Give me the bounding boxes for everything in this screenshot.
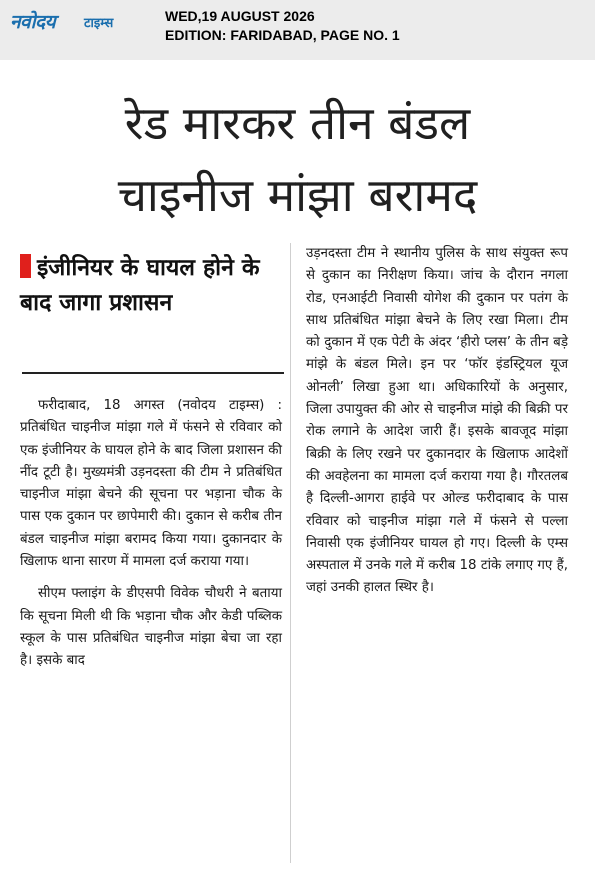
date-line: WED,19 AUGUST 2026 bbox=[165, 8, 315, 24]
subheadline-divider bbox=[22, 372, 284, 374]
column-divider bbox=[290, 243, 291, 863]
red-bullet-icon bbox=[20, 254, 31, 278]
edition-line: EDITION: FARIDABAD, PAGE NO. 1 bbox=[165, 27, 400, 43]
logo-sub-text: टाइम्स bbox=[84, 16, 114, 31]
subheadline-text: इंजीनियर के घायल होने के बाद जागा प्रशासन bbox=[20, 255, 260, 316]
masthead-bar bbox=[0, 0, 595, 60]
article-right-column bbox=[306, 243, 568, 600]
headline-line-2: चाइनीज मांझा बरामद bbox=[117, 168, 478, 222]
article-paragraph-3: उड़नदस्ता टीम ने स्थानीय पुलिस के साथ संयुक्त रूप से दुकान का निरीक्षण किया। जांच के दौरान नगला रोड, एनआईटी निवासी योगेश की दुकान पर पतंग के साथ प्रतिबंधित मांझा बेचने के लिए रखा मिला। टीम को दुकान में एक पेटी के अंदर ‘हीरो प्लस’ के तीन बड़े मांझे के बंडल मिले। इन पर ‘फॉर इंडस्ट्रियल यूज ओनली’ लिखा हुआ था। अधिकारियों के अनुसार, जिला उपायुक्त की ओर से चाइनीज मांझे की बिक्री पर रोक लगाने के आदेश जारी हैं। इसके बावजूद मांझा बिक्री के लिए रखने पर दुकानदार के खिलाफ आदेशों की अवहेलना का मामला दर्ज कराया गया है। गौरतलब है दिल्ली-आगरा हाईवे पर ओल्ड फरीदाबाद के पास रविवार को चाइनीज मांझा गले में फंसने से पल्ला निवासी एक इंजीनियर घायल हो गए। दिल्ली के एम्स अस्पताल में उनके गले में करीब 18 टांके लगाए गए हैं, जहां उनकी हालत स्थिर है। bbox=[306, 246, 568, 596]
article-paragraph-2: सीएम फ्लाइंग के डीएसपी विवेक चौधरी ने बताया कि सूचना मिली थी कि भड़ाना चौक और केडी पब्लिक स्कूल के पास प्रतिबंधित चाइनीज मांझा बेचा जा रहा है। इसके बाद bbox=[20, 586, 282, 669]
article-paragraph-1: फरीदाबाद, 18 अगस्त (नवोदय टाइम्स) : प्रतिबंधित चाइनीज मांझा गले में फंसने से रविवार को एक इंजीनियर के घायल होने के बाद जिला प्रशासन की नींद टूटी है। मुख्यमंत्री उड़नदस्ता की टीम ने प्रतिबंधित चाइनीज मांझा बेचने की सूचना पर भड़ाना चौक के पास एक दुकान पर छापेमारी की। दुकान से करीब तीन बंडल चाइनीज मांझा बरामद किया गया। दुकानदार के खिलाफ थाना सारण में मामला दर्ज कराया गया। bbox=[20, 398, 282, 570]
article-left-column bbox=[20, 395, 282, 673]
headline-line-1: रेड मारकर तीन बंडल bbox=[124, 96, 471, 150]
logo-main-text: नवोदय bbox=[10, 11, 56, 33]
subheadline bbox=[20, 251, 282, 321]
newspaper-logo[interactable] bbox=[10, 8, 140, 38]
edition-info bbox=[165, 7, 400, 45]
